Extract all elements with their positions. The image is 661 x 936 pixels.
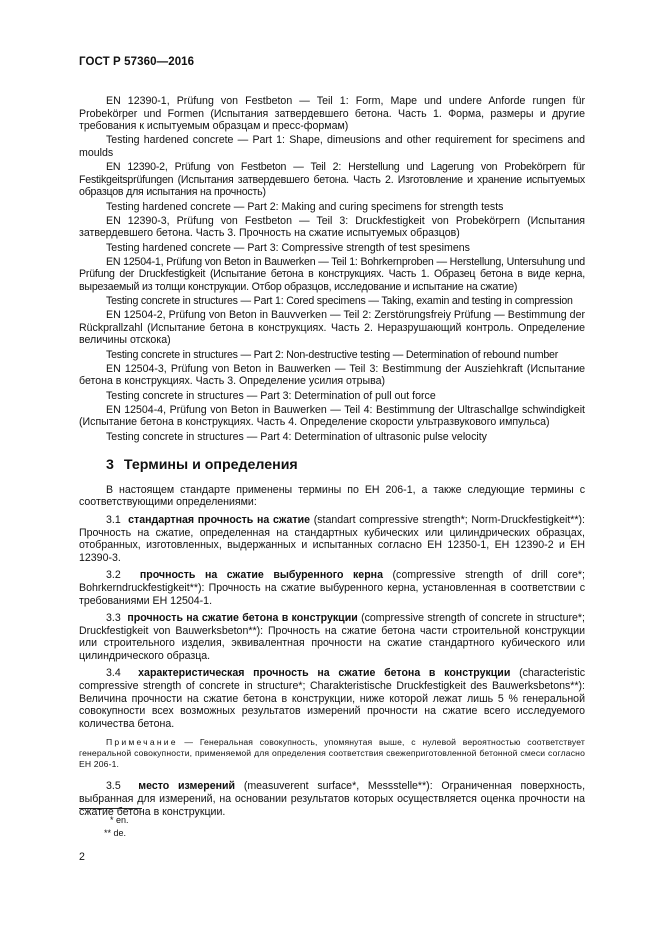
term-text: (standart compressive strength*; Norm-Druckfestigkeit**): Прочность на сжатие, определенная на стандартных кубических или цилиндрических образцах, отобранных, изготовленных, выдержанных и испытанных согласно ЕН 12350-1, ЕН 12390-2 и ЕН 12390-3. <box>79 513 585 564</box>
reference-entry: Testing concrete in structures — Part 3: Determination of pull out force <box>106 389 436 402</box>
term-definition <box>79 514 585 564</box>
term-number: 3.4 <box>106 667 121 680</box>
term-text: (compressive strength of drill core*; Bohrkerndruckfestigkeit**): Прочность на сжатие выбуренного керна, установленная в соответствии с требованиями ЕН 12504-1. <box>79 569 585 607</box>
term-name: стандартная прочность на сжатие <box>128 513 311 526</box>
reference-entry: EN 12504-3, Prüfung von Beton in Bauwerken — Teil 3: Bestimmung der Ausziehkraft (Испытание бетона в конструкциях. Часть 3. Определение усилия отрыва) <box>79 362 585 388</box>
reference-entry: Testing concrete in structures — Part 2: Non-destructive testing — Determination of rebound number <box>106 348 559 361</box>
reference-entry: Testing hardened concrete — Part 1: Shape, dimeusions and other requirement for specimens and moulds <box>79 134 585 159</box>
term-definition <box>79 780 585 818</box>
term-number: 3.2 <box>106 569 121 582</box>
reference-entry: EN 12504-1, Prüfung von Beton in Bauwerken — Teil 1: Bohrkernproben — Herstellung, Untersuhung und Prüfung der Druckfestigkeit (Испытание бетона в конструкциях. Часть 1. Образец бетона в виде керна, вырезаемый из толщи конструкции. Отбор образцов, исследование и испытание на сжатие) <box>79 255 585 293</box>
reference-entry: Testing concrete in structures — Part 4: Determination of ultrasonic pulse velocity <box>106 430 487 443</box>
footnote: ** de. <box>104 828 127 838</box>
term-name: характеристическая прочность на сжатие бетона в конструкции <box>138 667 511 680</box>
term-definition <box>79 569 585 607</box>
term-name: прочность на сжатие бетона в конструкции <box>127 612 358 625</box>
term-definition <box>79 667 585 730</box>
footnote: * en. <box>110 815 129 825</box>
term-text: (compressive strength of concrete in structure*; Druckfestigkeit von Bauwerksbeton**): Прочность на сжатие бетона части строительной конструкции или строительного изделия, эквивалентная прочности на сжатие стандартного кубического или цилиндрического образца. <box>79 612 585 662</box>
reference-entry: EN 12504-4, Prüfung von Beton in Bauwerken — Teil 4: Bestimmung der Ultraschallge schwindigkeit (Испытание бетона в конструкциях. Часть 4. Определение скорости ультразвукового импульса) <box>79 403 585 429</box>
reference-entry: Testing hardened concrete — Part 2: Making and curing specimens for strength tests <box>106 200 504 213</box>
reference-entry: Testing concrete in structures — Part 1: Cored specimens — Taking, examin and testing in compression <box>106 295 573 308</box>
section-number: 3 <box>106 457 114 474</box>
note <box>79 737 585 770</box>
reference-entry: EN 12504-2, Prüfung von Beton in Bauvverken — Teil 2: Zerstörungsfreiу Prüfung — Bestimmung der Rückprallzahl (Испытание бетона в конструкциях. Часть 2. Неразрушающий контроль. Определение величины отскока) <box>79 309 585 347</box>
term-number: 3.1 <box>106 513 121 526</box>
standard-header: ГОСТ Р 57360—2016 <box>79 56 195 68</box>
section-title: Термины и определения <box>123 457 298 474</box>
term-name: место измерений <box>138 780 236 793</box>
page-number: 2 <box>79 851 85 863</box>
term-number: 3.5 <box>106 780 121 793</box>
term-name: прочность на сжатие выбуренного керна <box>139 569 383 582</box>
section-heading <box>106 459 585 472</box>
footnote-separator <box>79 808 142 809</box>
term-text: (measuverent surface*, Messstelle**): Ограниченная поверхность, выбранная для измерений, на основании результатов которых осуществляется оценка прочности на сжатие бетона в конструкции. <box>79 780 586 818</box>
page-content <box>79 95 585 823</box>
reference-entry: EN 12390-1, Prüfung von Festbeton — Teil 1: Form, Mape und undere Anforde rungen für Probekörper und Formen (Испытания затвердевшего бетона. Часть 1. Форма, размеры и другие требования к испытуемым образцам и пресс-формам) <box>79 95 585 133</box>
note-text: — Генеральная совокупность, упомянутая выше, с нулевой вероятностью соответствует генеральной совокупности, применяемой для определения соответствия свежеприготовленной бетонной смеси согласно ЕН 206-1. <box>79 737 585 770</box>
reference-entry: Testing hardened concrete — Part 3: Compressive strength of test spesimens <box>106 241 470 254</box>
term-definition <box>79 612 585 662</box>
section-intro: В настоящем стандарте применены термины по ЕН 206-1, а также следующие термины с соответствующими определениями: <box>79 483 585 509</box>
note-label: Примечание <box>106 737 178 748</box>
term-text: (characteristic compressive strength of concrete in structure*; Charakteristische Druckfestigkeit des Bauwerksbetons**): Величина прочности на сжатие бетона в конструкции, ниже которой лежат лишь 5 % генеральной совокупности всех возможных результатов измерений прочности на сжатие всего исследуемого количества бетона. <box>79 667 585 730</box>
reference-entry: EN 12390-3, Prüfung von Festbeton — Teil 3: Druckfestigkeit von Probekörpern (Испытания затвердевшего бетона. Часть 3. Прочность на сжатие испытуемых образцов) <box>79 214 585 240</box>
reference-entry: EN 12390-2, Prüfung von Festbeton — Teil 2: Herstellung und Lagerung von Probekörpern für Festikgeitsprüfungen (Испытания затвердевшего бетона. Часть 2. Изготовление и хранение испытуемых образцов для испытания на прочность) <box>79 161 585 199</box>
term-number: 3.3 <box>106 612 121 625</box>
